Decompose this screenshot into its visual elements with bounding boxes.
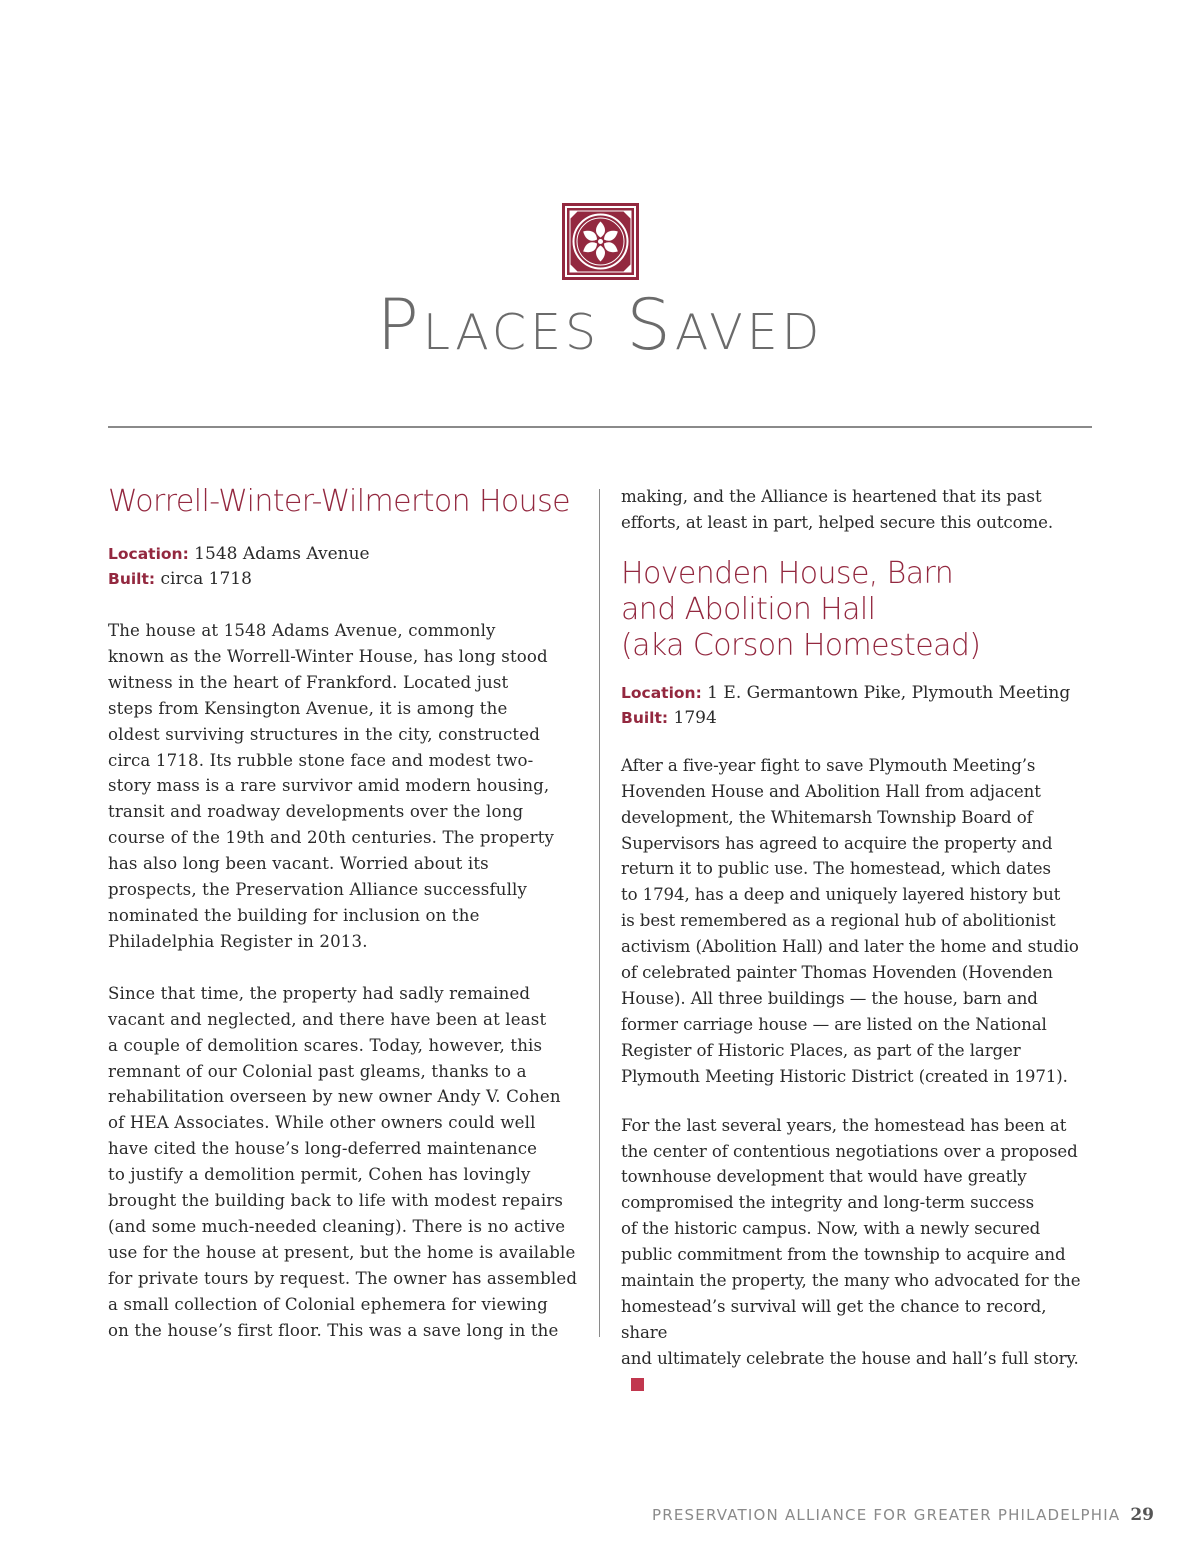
location-line	[108, 542, 586, 567]
built-label: Built:	[108, 570, 156, 588]
location-value: 1 E. Germantown Pike, Plymouth Meeting	[701, 682, 1071, 703]
column-divider	[599, 489, 600, 1337]
location-label: Location:	[108, 545, 189, 563]
footer-org: PRESERVATION ALLIANCE FOR GREATER PHILADELPHIA	[652, 1506, 1121, 1524]
title-rule	[108, 426, 1092, 428]
article-paragraph: The house at 1548 Adams Avenue, commonly known as the Worrell-Winter House, has long stood witness in the heart of Frankford. Located just steps from Kensington Avenue, it is among the oldest surviving structures in the city, constructed circa 1718. Its rubble stone face and modest two- story mass is a rare survivor amid modern housing, transit and roadway developments over the long course of the 19th and 20th centuries. The property has also long been vacant. Worried about its prospects, the Preservation Alliance successfully nominated the building for inclusion on the Philadelphia Register in 2013.	[108, 621, 555, 951]
end-mark-icon	[631, 1378, 644, 1391]
location-value: 1548 Adams Avenue	[188, 544, 370, 564]
left-column	[108, 484, 586, 1343]
built-value: 1794	[668, 707, 717, 728]
article-paragraph-continued: making, and the Alliance is heartened that its past efforts, at least in part, helped secure this outcome.	[621, 487, 1054, 532]
location-line	[621, 681, 1091, 706]
location-label: Location:	[621, 683, 702, 702]
right-column	[621, 484, 1091, 1398]
page-title: Places Saved	[376, 284, 824, 366]
built-label: Built:	[621, 708, 669, 727]
built-line	[108, 567, 586, 592]
built-value: circa 1718	[155, 569, 252, 589]
rosette-tile-icon	[562, 203, 639, 280]
built-line	[621, 706, 1091, 731]
article-paragraph: After a five-year fight to save Plymouth Meeting’s Hovenden House and Abolition Hall from adjacent development, the Whitemarsh Township Board of Supervisors has agreed to acquire the property and return it to public use. The homestead, which dates to 1794, has a deep and uniquely layered history but is best remembered as a regional hub of abolitionist activism (Abolition Hall) and later the home and studio of celebrated painter Thomas Hovenden (Hovenden House). All three buildings — the house, barn and former carriage house — are listed on the National Register of Historic Places, as part of the larger Plymouth Meeting Historic District (created in 1971).	[621, 755, 1079, 1086]
article-paragraph: Since that time, the property had sadly remained vacant and neglected, and there have been at least a couple of demolition scares. Today, however, this remnant of our Colonial past gleams, thanks to a rehabilitation overseen by new owner Andy V. Cohen of HEA Associates. While other owners could well have cited the house’s long-deferred maintenance to justify a demolition permit, Cohen has lovingly brought the building back to life with modest repairs (and some much-needed cleaning). There is no active use for the house at present, but the home is available for private tours by request. The owner has assembled a small collection of Colonial ephemera for viewing on the house’s first floor. This was a save long in the	[108, 983, 578, 1340]
article-paragraph	[621, 1113, 1091, 1398]
article-heading: Worrell-Winter-Wilmerton House	[108, 484, 570, 519]
page-footer	[652, 1505, 1154, 1525]
page-number: 29	[1130, 1505, 1154, 1525]
article-heading: Hovenden House, Barn and Abolition Hall (aka Corson Homestead)	[621, 555, 981, 663]
article-paragraph-text: For the last several years, the homestead has been at the center of contentious negotiations over a proposed townhouse development that would have greatly compromised the integrity and long-term success of the historic campus. Now, with a newly secured public commitment from the township to acquire and maintain the property, the many who advocated for the homestead’s survival will get the chance to record, share and ultimately celebrate the house and hall’s full story.	[621, 1115, 1081, 1368]
